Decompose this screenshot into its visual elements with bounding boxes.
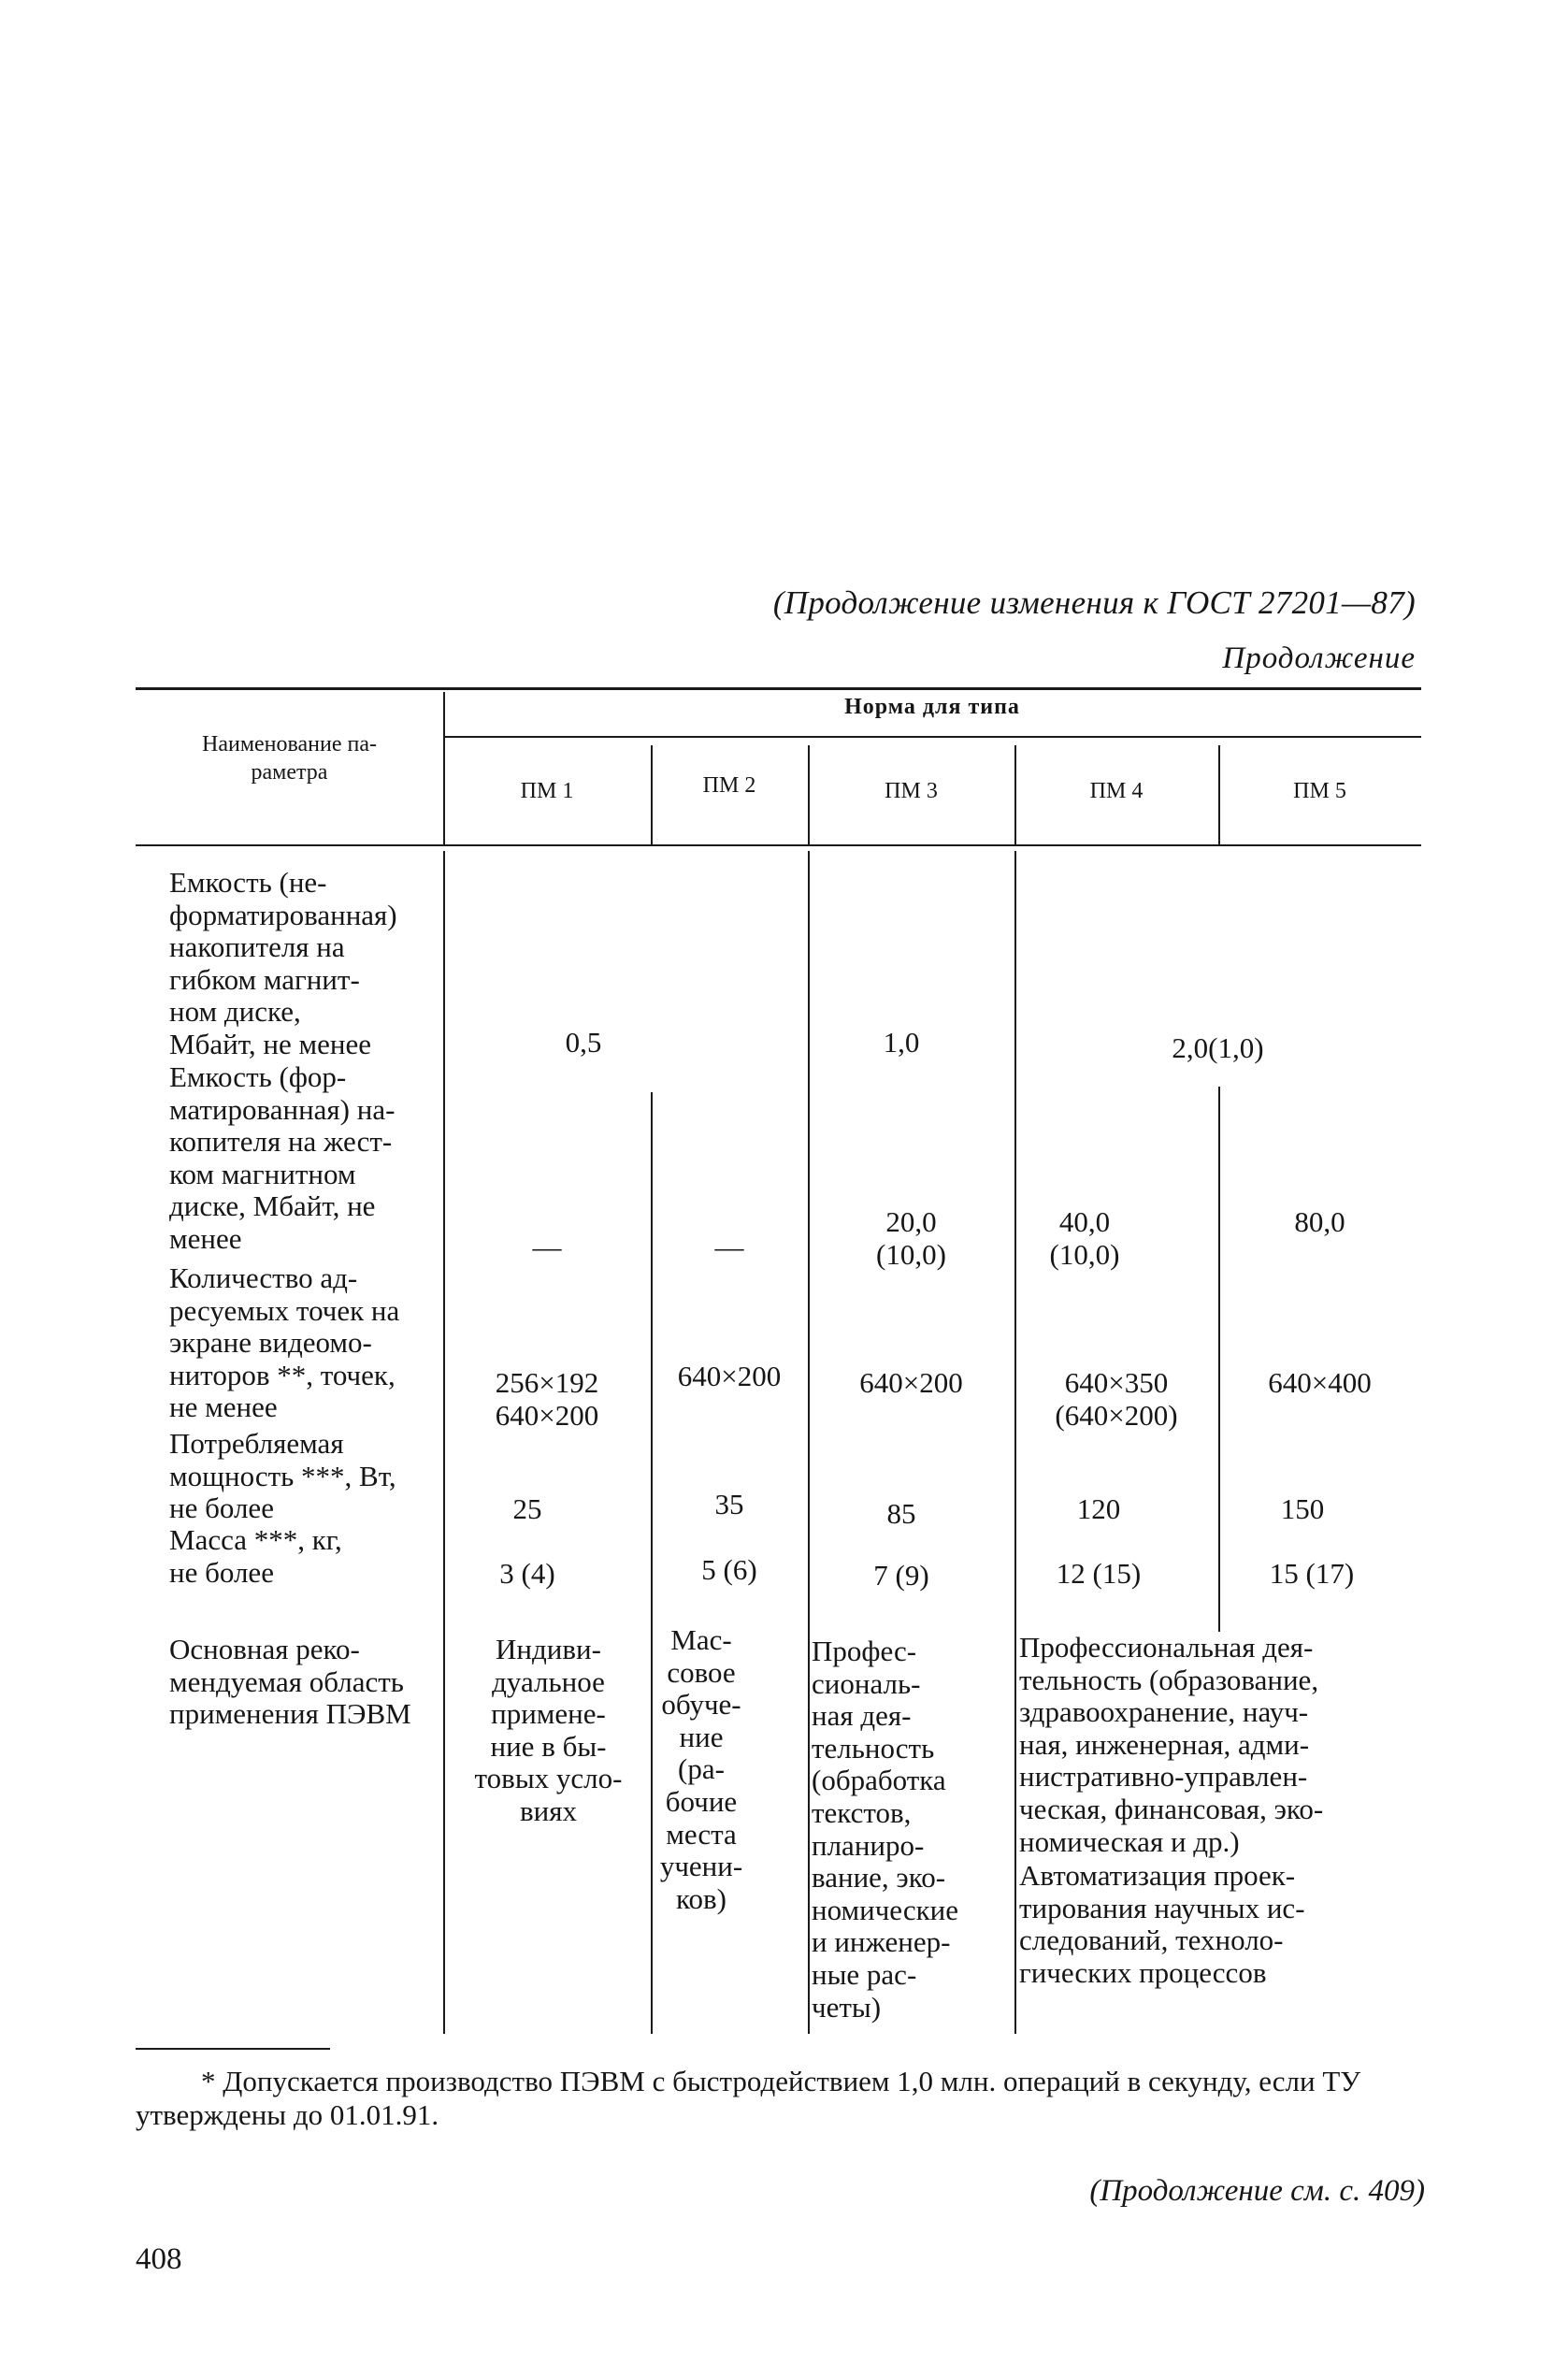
row-application-pm45-paragraph-1: Профессиональная дея- тельность (образование, здравоохранение, науч- ная, инженерная, адми- нистративно-управлен- ческая, финансовая, эко- номическая и др.)	[1019, 1631, 1324, 1858]
norm-header	[443, 693, 1421, 721]
row-pixels-pm5-value: 640×400	[1268, 1366, 1372, 1399]
row-mass-pm4-value: 12 (15)	[1056, 1557, 1142, 1590]
row-application-pm45-paragraph-2: Автоматизация проек- тирования научных ис- следований, техноло- гических процессов	[1019, 1859, 1305, 1989]
row-application-pm1-value: Индиви- дуальное примене- ние в бы- товых усло- виях	[474, 1633, 623, 1827]
param-header-text: Наименование па- раметра	[201, 732, 377, 785]
param-header	[136, 730, 443, 786]
header-bottom-rule	[136, 844, 1421, 846]
col-header-pm5: ПМ 5	[1293, 779, 1346, 803]
row-power-name: Потребляемая мощность ***, Вт, не более	[169, 1427, 396, 1525]
body-divider-pm4	[1218, 1087, 1220, 1632]
row-hdd-pm5-value: 80,0	[1294, 1205, 1345, 1238]
col-header-pm3: ПМ 3	[885, 779, 938, 803]
col-header-pm1: ПМ 1	[520, 779, 574, 803]
row-mass-pm3-value: 7 (9)	[873, 1559, 929, 1592]
row-hdd-pm1-value: —	[532, 1231, 562, 1263]
row-pixels-name: Количество ад- ресуемых точек на экране видеомо- ниторов **, точек, не менее	[169, 1261, 400, 1424]
row-pixels-pm1-value: 256×192 640×200	[495, 1366, 599, 1432]
col-header-pm4: ПМ 4	[1089, 779, 1144, 803]
row-application-name: Основная реко- мендуемая область применения ПЭВМ	[169, 1633, 411, 1731]
row-pixels-pm3-value: 640×200	[859, 1366, 963, 1399]
row-power-pm5-value: 150	[1280, 1492, 1325, 1525]
row-mass-pm5-value: 15 (17)	[1269, 1557, 1355, 1590]
continuation-label: Продолжение	[1222, 641, 1416, 675]
row-floppy-pm3-value: 1,0	[883, 1026, 920, 1059]
row-application-pm2-value: Мас- совое обуче- ние (ра- бочие места учени- ков)	[659, 1623, 743, 1915]
page-number: 408	[136, 2242, 182, 2276]
row-pixels-pm4-value: 640×350 (640×200)	[1055, 1366, 1178, 1432]
col-header-pm2: ПМ 2	[702, 773, 756, 798]
row-hdd-capacity-name: Емкость (фор- матированная) на- копителя на жест- ком магнитном диске, Мбайт, не менее	[169, 1060, 396, 1255]
row-power-pm2-value: 35	[714, 1488, 744, 1520]
row-pixels-pm2-value: 640×200	[677, 1360, 782, 1392]
row-power-pm4-value: 120	[1076, 1492, 1121, 1525]
norm-header-rule	[443, 736, 1421, 738]
continuation-footer: (Продолжение см. с. 409)	[1089, 2174, 1425, 2208]
footnote: * Допускается производство ПЭВМ с быстродействием 1,0 млн. операций в секунду, если ТУ утверждены до 01.01.91.	[136, 2065, 1361, 2131]
row-hdd-pm3-value: 20,0 (10,0)	[876, 1205, 946, 1271]
norm-header-text: Норма для типа	[844, 695, 1020, 719]
row-application-pm3-value: Профес- сиональ- ная дея- тельность (обработка текстов, планиро- вание, эко- номические и инженер- ные рас- четы)	[812, 1635, 958, 2024]
running-title: (Продолжение изменения к ГОСТ 27201—87)	[772, 584, 1416, 621]
row-mass-name: Масса ***, кг, не более	[169, 1523, 342, 1589]
row-floppy-capacity-name: Емкость (не- форматированная) накопителя на гибком магнит- ном диске, Мбайт, не менее	[169, 866, 397, 1060]
row-floppy-pm1-pm2-value: 0,5	[565, 1026, 602, 1059]
table-top-rule	[136, 687, 1421, 690]
body-divider-pm3	[1014, 851, 1016, 2034]
footnote-rule	[136, 2048, 330, 2050]
row-floppy-pm4-pm5-value: 2,0(1,0)	[1172, 1031, 1264, 1064]
row-mass-pm1-value: 3 (4)	[499, 1557, 555, 1590]
row-mass-pm2-value: 5 (6)	[701, 1553, 757, 1586]
row-hdd-pm4-value: 40,0 (10,0)	[1049, 1205, 1120, 1271]
row-power-pm1-value: 25	[512, 1492, 542, 1525]
row-hdd-pm2-value: —	[714, 1231, 744, 1263]
row-power-pm3-value: 85	[886, 1497, 916, 1530]
